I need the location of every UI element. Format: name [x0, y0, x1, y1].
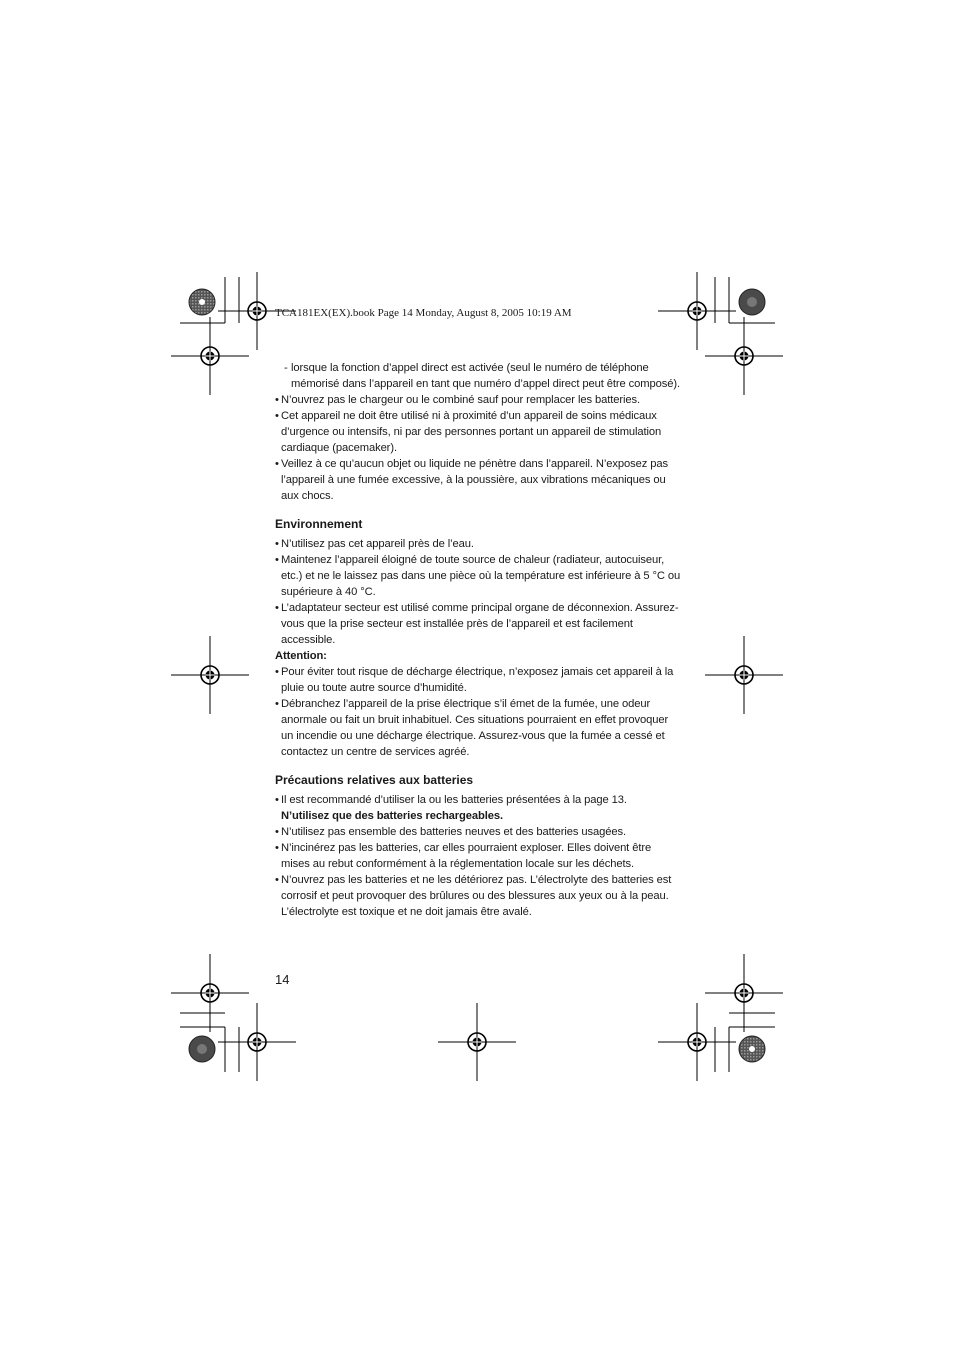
list-item-text: Cet appareil ne doit être utilisé ni à proximité d’un appareil de soins médicaux d’urgence ou intensifs, ni par des personnes portant un appareil de stimulation cardiaque (pacemaker).	[281, 410, 662, 454]
book-header: TCA181EX(EX).book Page 14 Monday, August 8, 2005 10:19 AM	[275, 307, 572, 319]
page-number: 14	[275, 972, 290, 987]
bullet-icon: •	[275, 794, 279, 806]
starburst-icon	[189, 1036, 215, 1062]
bullet-icon: •	[275, 874, 279, 886]
bullet-icon: •	[275, 538, 279, 550]
dash-marker: -	[284, 362, 288, 374]
sub-item-text: lorsque la fonction d’appel direct est activée (seul le numéro de téléphone mémorisé dans l’appareil en tant que numéro d’appel direct peut être composé).	[291, 362, 680, 390]
list-item-text: N’ouvrez pas les batteries et ne les détériorez pas. L’électrolyte des batteries est corrosif et peut provoquer des brûlures ou des blessures aux yeux ou à la peau. L’électrolyte est toxique et ne doit jamais être avalé.	[281, 874, 672, 918]
starburst-icon	[189, 289, 215, 315]
list-item-emphasis: N’utilisez que des batteries rechargeables.	[281, 810, 504, 822]
crosshair-icon	[171, 317, 249, 395]
bullet-icon: •	[275, 698, 279, 710]
bullet-icon: •	[275, 826, 279, 838]
crosshair-icon	[218, 1003, 296, 1081]
list-item-text: N’utilisez pas cet appareil près de l’eau.	[281, 538, 474, 550]
list-item	[275, 696, 681, 760]
list-item	[275, 664, 681, 696]
starburst-icon	[739, 1036, 765, 1062]
list-item	[275, 392, 681, 408]
list-item-text: Débranchez l’appareil de la prise électrique s’il émet de la fumée, une odeur anormale ou fait un bruit inhabituel. Ces situations pourraient en effet provoquer un incendie ou une décharge électrique. Assurez-vous que la fumée a cessé et contactez un centre de services agréé.	[281, 698, 669, 758]
bullet-icon: •	[275, 666, 279, 678]
list-item	[275, 536, 681, 552]
crosshair-icon	[705, 317, 783, 395]
list-item	[275, 840, 681, 872]
list-item	[275, 792, 681, 824]
list-item-text: Maintenez l’appareil éloigné de toute source de chaleur (radiateur, autocuiseur, etc.) et ne le laissez pas dans une pièce où la température est inférieure à 5 °C ou supérieure à 40 °C.	[281, 554, 681, 598]
section-heading-batteries: Précautions relatives aux batteries	[275, 773, 474, 787]
list-item-text: N’incinérez pas les batteries, car elles pourraient exploser. Elles doivent être mises au rebut conformément à la réglementation locale sur les déchets.	[281, 842, 652, 870]
bullet-icon: •	[275, 458, 279, 470]
crosshair-icon	[171, 954, 249, 1032]
attention-label: Attention:	[275, 650, 327, 662]
starburst-icon	[739, 289, 765, 315]
list-item	[275, 456, 681, 504]
list-item	[275, 552, 681, 600]
list-item-text: Veillez à ce qu’aucun objet ou liquide ne pénètre dans l’appareil. N’exposez pas l’appareil à une fumée excessive, à la poussière, aux vibrations mécaniques ou aux chocs.	[281, 458, 668, 502]
list-item-text: L’adaptateur secteur est utilisé comme principal organe de déconnexion. Assurez-vous que la prise secteur est installée près de l’appareil et est facilement accessible.	[281, 602, 679, 646]
list-item-text: Il est recommandé d’utiliser la ou les batteries présentées à la page 13.	[281, 794, 627, 806]
list-item-text: Pour éviter tout risque de décharge électrique, n’exposez jamais cet appareil à la pluie ou toute autre source d’humidité.	[281, 666, 674, 694]
section-heading-environnement: Environnement	[275, 517, 363, 531]
list-item	[275, 872, 681, 920]
crosshair-icon	[705, 954, 783, 1032]
list-item	[275, 600, 681, 648]
bullet-icon: •	[275, 602, 279, 614]
list-item-text: N’utilisez pas ensemble des batteries neuves et des batteries usagées.	[281, 826, 626, 838]
crosshair-icon	[658, 1003, 736, 1081]
crosshair-icon	[658, 272, 736, 350]
bullet-icon: •	[275, 394, 279, 406]
crosshair-icon	[438, 1003, 516, 1081]
list-item	[275, 824, 681, 840]
bullet-icon: •	[275, 842, 279, 854]
sub-item	[275, 360, 681, 392]
list-item	[275, 408, 681, 456]
list-item-text: N’ouvrez pas le chargeur ou le combiné sauf pour remplacer les batteries.	[281, 394, 640, 406]
crosshair-icon	[171, 636, 249, 714]
bullet-icon: •	[275, 554, 279, 566]
page-content	[275, 360, 681, 920]
bullet-icon: •	[275, 410, 279, 422]
crosshair-icon	[705, 636, 783, 714]
